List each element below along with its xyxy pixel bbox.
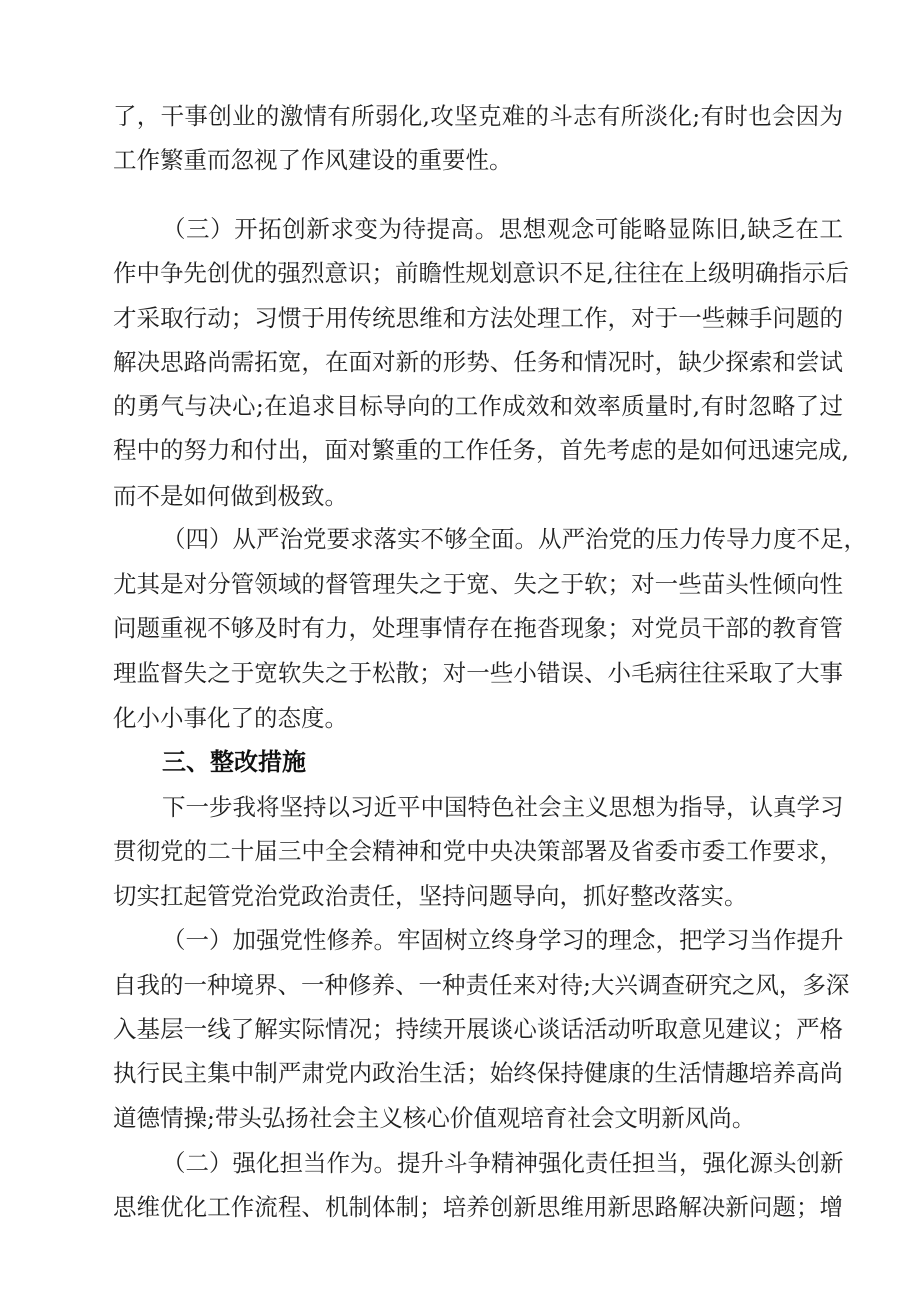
paragraph-line: 作中争先创优的强烈意识；前瞻性规划意识不足,往往在上级明确指示后 — [113, 259, 849, 287]
paragraph-line: 贯彻党的二十届三中全会精神和党中央决策部署及省委市委工作要求， — [113, 837, 843, 865]
paragraph-line: 理监督失之于宽软失之于松散；对一些小错误、小毛病往往采取了大事 — [113, 659, 843, 687]
paragraph-line: 程中的努力和付出，面对繁重的工作任务，首先考虑的是如何迅速完成, — [113, 436, 849, 464]
paragraph-line: 执行民主集中制严肃党内政治生活；始终保持健康的生活情趣培养高尚 — [113, 1059, 843, 1087]
paragraph-line: 自我的一种境界、一种修养、一种责任来对待;大兴调查研究之风，多深 — [113, 971, 850, 999]
paragraph-line: （二）强化担当作为。提升斗争精神强化责任担当，强化源头创新 — [162, 1149, 844, 1177]
paragraph-line: 尤其是对分管领域的督管理失之于宽、失之于软；对一些苗头性倾向性 — [113, 570, 843, 598]
paragraph-line: 解决思路尚需拓宽，在面对新的形势、任务和情况时，缺少探索和尝试 — [113, 348, 843, 376]
paragraph-line: 才采取行动；习惯于用传统思维和方法处理工作，对于一些棘手问题的 — [113, 304, 843, 332]
paragraph-line: 入基层一线了解实际情况；持续开展谈心谈话活动听取意见建议；严格 — [113, 1015, 843, 1043]
paragraph-line: （三）开拓创新求变为待提高。思想观念可能略显陈旧,缺乏在工 — [162, 215, 843, 243]
paragraph-line: （一）加强党性修养。牢固树立终身学习的理念，把学习当作提升 — [162, 926, 844, 954]
paragraph-line: 切实扛起管党治党政治责任，坚持问题导向，抓好整改落实。 — [113, 882, 748, 910]
paragraph-line: 问题重视不够及时有力，处理事情存在拖沓现象；对党员干部的教育管 — [113, 614, 843, 642]
paragraph-line: 而不是如何做到极致。 — [113, 482, 348, 510]
paragraph-line: （四）从严治党要求落实不够全面。从严治党的压力传导力度不足， — [162, 525, 867, 553]
paragraph-line: 思维优化工作流程、机制体制；培养创新思维用新思路解决新问题；增 — [113, 1193, 843, 1221]
paragraph-line: 道德情操;带头弘扬社会主义核心价值观培育社会文明新风尚。 — [113, 1104, 756, 1132]
section-heading: 三、整改措施 — [162, 748, 306, 776]
paragraph-line: 了，干事创业的激情有所弱化,攻坚克难的斗志有所淡化;有时也会因为 — [113, 102, 843, 130]
paragraph-line: 工作繁重而忽视了作风建设的重要性。 — [113, 146, 513, 174]
paragraph-line: 化小小事化了的态度。 — [113, 704, 348, 732]
paragraph-line: 下一步我将坚持以习近平中国特色社会主义思想为指导，认真学习 — [162, 793, 844, 821]
paragraph-line: 的勇气与决心;在追求目标导向的工作成效和效率质量时,有时忽略了过 — [113, 392, 843, 420]
